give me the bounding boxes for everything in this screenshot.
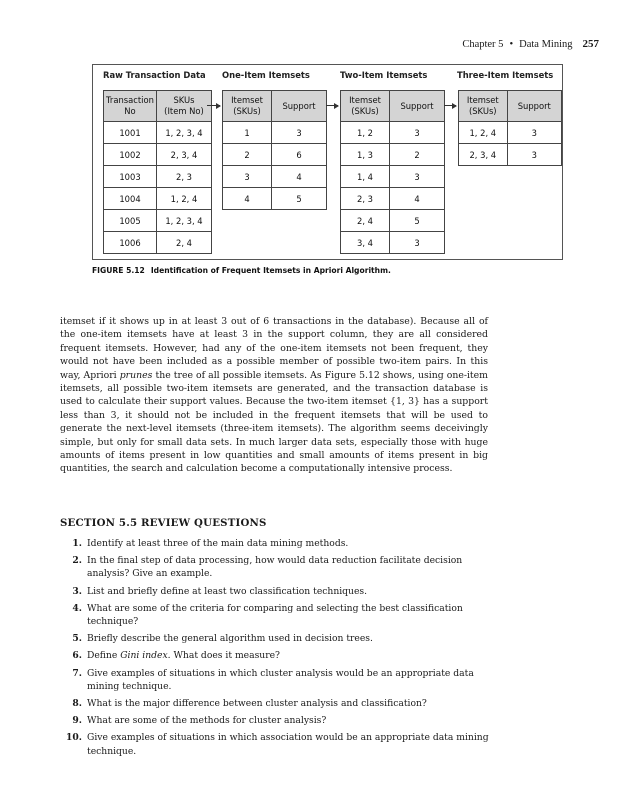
raw-transaction-heading: Raw Transaction Data [103, 70, 206, 80]
table-row: 1002 2, 3, 4 [104, 144, 212, 166]
list-item: 8. What is the major difference between cluster analysis and classification? [72, 698, 427, 710]
three-item-heading: Three-Item Itemsets [457, 70, 554, 80]
list-item: 9. What are some of the methods for cluster analysis? [72, 715, 327, 727]
three-item-table [458, 90, 562, 166]
table-row: 2, 4 5 [341, 210, 445, 232]
figure-caption [92, 266, 391, 275]
table-row: 1, 2 3 [341, 122, 445, 144]
figure-apriori [92, 64, 563, 260]
figure-title: Identification of Frequent Itemsets in Apriori Algorithm. [150, 266, 391, 275]
table-row: 1001 1, 2, 3, 4 [104, 122, 212, 144]
section-heading: SECTION 5.5 REVIEW QUESTIONS [60, 517, 267, 529]
emphasis-prunes: prunes [119, 369, 153, 381]
one-col-support: Support [272, 91, 327, 122]
table-row: 1, 4 3 [341, 166, 445, 188]
table-row: 2 6 [223, 144, 327, 166]
list-item: 4. What are some of the criteria for comparing and selecting the best classification technique? [72, 602, 463, 628]
table-row: 1004 1, 2, 4 [104, 188, 212, 210]
figure-label: FIGURE 5.12 [92, 266, 145, 275]
body-paragraph: itemset if it shows up in at least 3 out of 6 transactions in the database). Because all of the one-item itemsets have at least 3 in the support column, they are all considered frequent itemsets. However, had any of the one-item itemsets not been frequent, they would not have been included as a possible member of possible two-item pairs. In this way, Apriori prunes the tree of all possible itemsets. As Figure 5.12 shows, using one-item itemsets, all possible two-item itemsets are generated, and the transaction database is used to calculate their support values. Because the two-item itemset {1, 3} has a support less than 3, it should not be included in the frequent itemsets that will be used to generate the next-level itemsets (three-item itemsets). The algorithm seems deceivingly simple, but only for small data sets. In much larger data sets, especially those with huge amounts of items present in low quantities and small amounts of items present in big quantities, the search and calculation become a computationally intensive process. [60, 316, 488, 475]
two-item-heading: Two-Item Itemsets [340, 70, 428, 80]
table-row: 1003 2, 3 [104, 166, 212, 188]
two-col-support: Support [390, 91, 445, 122]
header-separator: • [509, 39, 514, 50]
running-head [462, 38, 599, 50]
list-item: 6. Define Gini index. What does it measure? [72, 650, 280, 662]
list-item: 5. Briefly describe the general algorithm used in decision trees. [72, 633, 373, 645]
table-row: 1005 1, 2, 3, 4 [104, 210, 212, 232]
table-row: 1, 2, 4 3 [459, 122, 562, 144]
raw-col-skus: SKUs (Item No) [157, 91, 212, 122]
table-row: 2, 3 4 [341, 188, 445, 210]
list-item: 1. Identify at least three of the main data mining methods. [72, 538, 349, 549]
list-item: 2. In the final step of data processing, how would data reduction facilitate decision analysis? Give an example. [72, 555, 463, 580]
table-row: 3 4 [223, 166, 327, 188]
arrow-icon [207, 105, 220, 106]
table-row: 2, 3, 4 3 [459, 144, 562, 166]
table-row: 1006 2, 4 [104, 232, 212, 254]
chapter-label: Chapter 5 [462, 39, 504, 50]
page-number: 257 [582, 38, 599, 50]
one-col-itemset: Itemset (SKUs) [223, 91, 272, 122]
three-col-support: Support [507, 91, 561, 122]
arrow-icon [444, 105, 456, 106]
section-label: Data Mining [519, 39, 573, 50]
table-row: 3, 4 3 [341, 232, 445, 254]
raw-transaction-table [103, 90, 212, 254]
arrow-icon [326, 105, 338, 106]
list-item: 7. Give examples of situations in which cluster analysis would be an appropriate data mining technique. [72, 667, 474, 692]
one-item-heading: One-Item Itemsets [222, 70, 310, 80]
table-row: 1, 3 2 [341, 144, 445, 166]
table-row: 4 5 [223, 188, 327, 210]
three-col-itemset: Itemset (SKUs) [459, 91, 508, 122]
raw-col-transaction: Transaction No [104, 91, 157, 122]
review-questions [60, 537, 492, 762]
list-item: 10. Give examples of situations in which association would be an appropriate data mining technique. [66, 732, 489, 757]
table-row: 1 3 [223, 122, 327, 144]
two-item-table [340, 90, 445, 254]
two-col-itemset: Itemset (SKUs) [341, 91, 390, 122]
list-item: 3. List and briefly define at least two classification techniques. [72, 585, 368, 597]
one-item-table [222, 90, 327, 210]
